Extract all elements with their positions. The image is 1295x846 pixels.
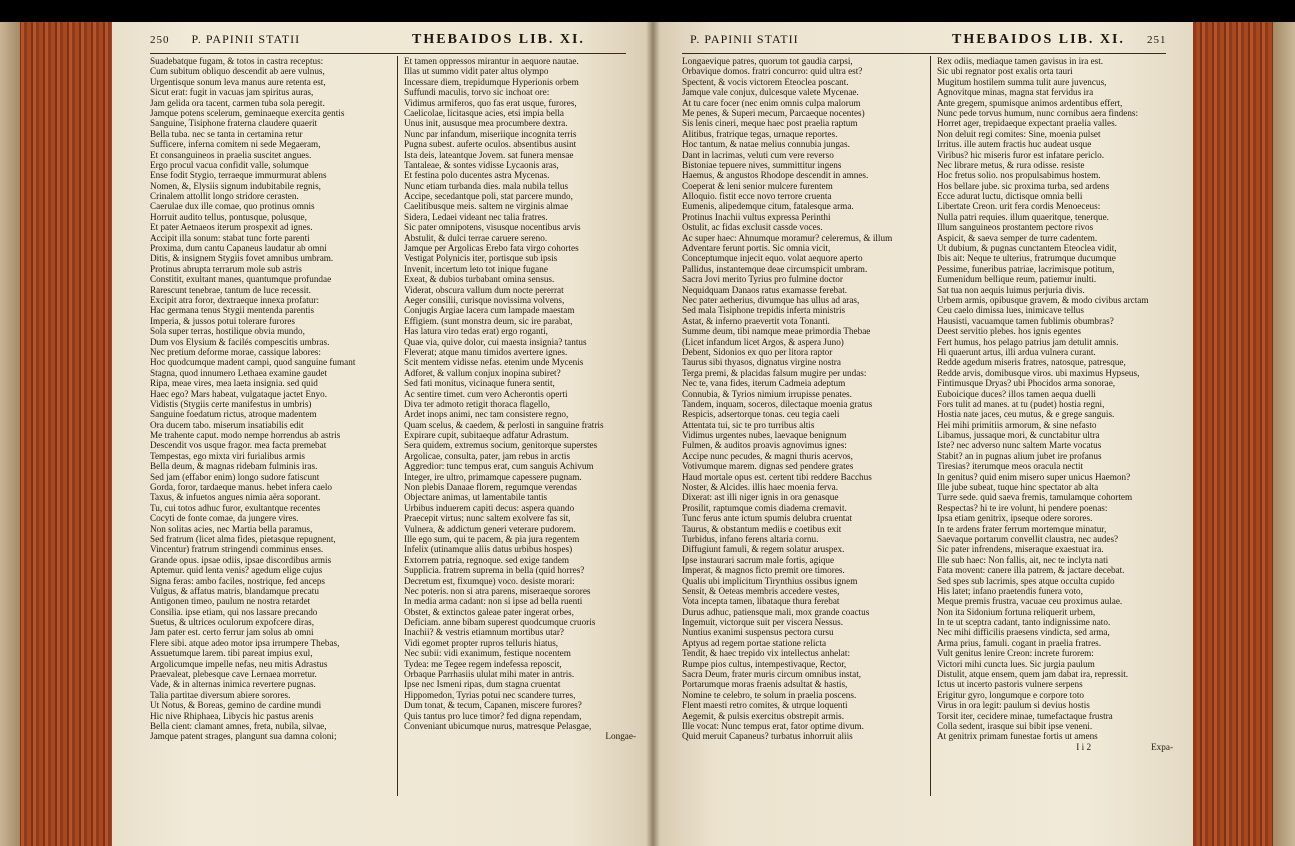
verse-line: Imperia, & jussos potui tolerare furores bbox=[150, 315, 295, 326]
verse-line: Dixerat: ast illi niger ignis in ora genasque bbox=[682, 492, 839, 503]
verse-line: Vidistis (Stygiis certe manifestus in umbris) bbox=[150, 398, 312, 409]
verse-line: Ac super haec: Ahnumque moramur? celeremus, & illum bbox=[682, 232, 893, 243]
verse-line: Saevaque portarum convellit claustra, nec audes? bbox=[937, 533, 1119, 544]
verse-line: Proxima, dum cantu Capaneus laudatur ab omni bbox=[150, 243, 327, 254]
verse-line: In genitus? quid enim misero super unicus Haemon? bbox=[937, 471, 1131, 482]
verse-line: Fert humus, hos pelago patrius jam detulit amnis. bbox=[937, 336, 1119, 347]
verse-line: Non solitas acies, nec Martia bella paramus, bbox=[150, 523, 313, 534]
verse-line: Suetus, & ultrices oculorum expofcere diras, bbox=[150, 617, 315, 628]
verse-line: Alitibus, fratrique tegas, urnaque reportes. bbox=[682, 128, 838, 139]
verse-line: Ibis ait: Neque te ulterius, fratrumque ducumque bbox=[937, 253, 1116, 264]
verse-line: Eumenis, alipedemque citum, fatalesque arma. bbox=[682, 201, 854, 212]
verse-line: Bella cient: clamant amnes, freta, nubila, silvae, bbox=[150, 721, 327, 731]
verse-line: Ictus ut incerto pastoris vulnere serpens bbox=[937, 679, 1083, 690]
left-page bbox=[112, 22, 652, 846]
right-page-column-1 bbox=[682, 56, 926, 742]
verse-line: Sanguine, Tisiphone fraterna claudere quaerit bbox=[150, 118, 318, 129]
verse-line: Pugna subest. auferte oculos. absentibus ausint bbox=[404, 139, 577, 150]
verse-line: Decretum est, fixumque) voco. desiste morari: bbox=[404, 575, 575, 586]
verse-line: Haud mortale opus est. certent tibi reddere Bacchus bbox=[682, 471, 872, 482]
verse-line: Horruit audito tellus, pontusque, polusque, bbox=[150, 211, 307, 222]
verse-line: Orbavique domos. fratri concurro: quid ultra est? bbox=[682, 66, 863, 77]
verse-line: Praevaleat, plebesque cave Lernaea morretur. bbox=[150, 669, 317, 680]
verse-line: Fata movent: canere illa patrem, & jactare decebat. bbox=[937, 565, 1125, 576]
verse-line: Effigiem. (sunt monstra deum, sic ire parabat, bbox=[404, 315, 573, 326]
verse-line: Haemus, & angustos Rhodope descendit in amnes. bbox=[682, 170, 869, 181]
verse-line: Imperat, & magnos ficto premit ore timores. bbox=[682, 565, 845, 576]
verse-line: Tempestas, ego mixta viri furialibus armis bbox=[150, 450, 305, 461]
verse-line: Nec pater aetherius, divumque has ullus ad aras, bbox=[682, 294, 860, 305]
verse-line: Taurus sibi thyasos, dignatus virgine nostra bbox=[682, 357, 841, 368]
verse-line: Tantaleae, & sontes vidisse Lycaonis aras, bbox=[404, 159, 559, 170]
verse-line: Quis tantus pro luce timor? fed digna rependam, bbox=[404, 710, 582, 721]
verse-line: Euboicique duces? illos tamen aequa duelli bbox=[937, 388, 1096, 399]
verse-line: Tydea: me Tegee regem indefessa reposcit, bbox=[404, 658, 562, 669]
verse-line: Jamque per Argolicas Erebo fata virgo cohortes bbox=[404, 243, 579, 254]
verse-line: Illas ut summo vidit pater altus olympo bbox=[404, 66, 549, 77]
verse-line: Caelitibusque meis. saltem ne virginis almae bbox=[404, 201, 569, 212]
verse-line: Accipe, secedantque poli, stat parcere mundo, bbox=[404, 191, 573, 202]
verse-line: Noster, & Alcides. illis haec moenia ferva. bbox=[682, 482, 839, 493]
verse-line: Consilia. ipse etiam, qui nos lassare precando bbox=[150, 606, 318, 617]
verse-line: Sed jam (effabor enim) longo sudore fatiscunt bbox=[150, 471, 320, 482]
column-divider bbox=[397, 56, 398, 796]
verse-line: Hic nive Rhiphaea, Libycis hic pastus arenis bbox=[150, 710, 314, 721]
verse-line: Orbaque Parrhasiis ululat mihi mater in antris. bbox=[404, 669, 575, 680]
verse-line: Vulnera, & addictum generi veterare pudorem. bbox=[404, 523, 576, 534]
verse-line: Prosilit, raptumque comis diadema cremavit. bbox=[682, 502, 847, 513]
verse-line: Vidi egomet propter rupros telluris hiatus, bbox=[404, 637, 559, 648]
verse-line: Victori mihi cuncta lues. Sic jurgia paulum bbox=[937, 658, 1095, 669]
left-page-number: 250 bbox=[150, 34, 170, 46]
verse-line: Suffundi maculis, torvo sic inchoat ore: bbox=[404, 87, 550, 98]
verse-line: Sola super terras, hostilique obvia mundo, bbox=[150, 326, 305, 337]
verse-line: Fors tulit ad manes. at tu (pudet) hostia regni, bbox=[937, 398, 1105, 409]
verse-line: Non deluit regi comites: Sine, moenia pulset bbox=[937, 128, 1101, 139]
verse-line: Nec te, vana fides, iterum Cadmeia adeptum bbox=[682, 378, 846, 389]
verse-line: Talia partitae diversum abiere sorores. bbox=[150, 689, 291, 700]
right-page bbox=[652, 22, 1193, 846]
verse-line: Jamque patent strages, plangunt sua damna coloni; bbox=[150, 731, 337, 742]
verse-line: Quid meruit Capaneus? turbatus inhorruit aliis bbox=[682, 731, 853, 742]
verse-line: Assuetumque larem. tibi pareat impius exul, bbox=[150, 648, 313, 659]
right-page-header-right bbox=[952, 32, 1166, 54]
verse-line: Fintimusque Dryas? ubi Phocidos arma sonorae, bbox=[937, 378, 1116, 389]
verse-line: In te ardens frater ferrum mortemque minatur, bbox=[937, 523, 1107, 534]
verse-line: Tunc ferus ante ictum spumis delubra cruentat bbox=[682, 513, 853, 524]
verse-line: Quam scelus, & caedem, & perlosti in sanguine fratris bbox=[404, 419, 604, 430]
right-page-column-2 bbox=[937, 56, 1173, 752]
verse-line: Vota incepta tamen, libataque thura ferebat bbox=[682, 596, 840, 607]
verse-line: Scit mentem vidisse nefas. etenim unde Mycenis bbox=[404, 357, 584, 368]
verse-line: Urbibus induerem capiti decus: aspera quando bbox=[404, 502, 575, 513]
verse-line: Flere sibi. atque adeo motor ipsa irrumpere Thebas, bbox=[150, 637, 340, 648]
verse-line: Sicut erat: fugit in vacuas jam spiritus auras, bbox=[150, 87, 314, 98]
verse-line: Sic pater infrendens, miseraque exaestuat ira. bbox=[937, 544, 1104, 555]
verse-line: Libamus, jussaque mori, & cunctabitur ultra bbox=[937, 430, 1100, 441]
verse-line: Terga premi, & placidas falsum mugire per undas: bbox=[682, 367, 867, 378]
verse-line: Libertate Creon. urit fera cordis Menoeceus: bbox=[937, 201, 1101, 212]
verse-line: Conjugis Argiae lacera cum lampade maestam bbox=[404, 305, 575, 316]
verse-line: Fleverat; atque manu timidos avertere ignes. bbox=[404, 346, 568, 357]
verse-line: Protinus abrupta terrarum mole sub astris bbox=[150, 263, 302, 274]
verse-line: Nulla patri requies. illum quaeritque, tenerque. bbox=[937, 211, 1109, 222]
verse-line: Obstet, & extinctos galeae pater ingerat orbes, bbox=[404, 606, 574, 617]
verse-line: Illum sanguineos prostantem pectore rivos bbox=[937, 222, 1094, 233]
verse-line: Aptemur. quid lenta venis? agedum elige cujus bbox=[150, 565, 323, 576]
verse-line: Sanguine foedatum rictus, atroque madentem bbox=[150, 409, 317, 420]
verse-line: Votivumque marem. dignas sed pendere grates bbox=[682, 461, 854, 472]
verse-line: Ac sentire timet. cum vero Acherontis operti bbox=[404, 388, 568, 399]
verse-line: Sed mala Tisiphone trepidis inferta ministris bbox=[682, 305, 846, 316]
left-page-column-1 bbox=[150, 56, 390, 742]
verse-line: Adventare ferunt portis. Sic omnia vicit, bbox=[682, 243, 831, 254]
verse-line: Et consanguineos in praelia suscitet angues. bbox=[150, 149, 312, 160]
verse-line: Aspicit, & saeva semper de turre cadentem. bbox=[937, 232, 1098, 243]
page-edges-right bbox=[1273, 22, 1295, 846]
verse-line: Antigonen timeo, paulum ne nostra retardet bbox=[150, 596, 311, 607]
verse-line: Vincentur) fratrum stringendi comminus enses. bbox=[150, 544, 324, 555]
verse-line: Fulmen, & auditos proavis agnovimus ignes: bbox=[682, 440, 847, 451]
verse-line: Ditis, & insignem Stygiis fovet amnibus umbram. bbox=[150, 253, 334, 264]
right-running-head-right: THEBAIDOS LIB. XI. bbox=[952, 32, 1125, 47]
book-gutter bbox=[646, 22, 660, 846]
verse-line: Taxus, & infuetos angues nimia aëra soporant. bbox=[150, 492, 321, 503]
verse-line: Vulgus, & affatus matris, blandamque precatu bbox=[150, 585, 319, 596]
verse-line: In te ut sceptra cadant, tanto indignissime nato. bbox=[937, 617, 1111, 628]
verse-line: Has latura viro tedas erat) ergo roganti, bbox=[404, 326, 548, 337]
verse-line: Aegemit, & pulsis exercitus obstrepit armis. bbox=[682, 710, 845, 721]
verse-line: Qualis ubi implicitum Tirynthius ossibus ignem bbox=[682, 575, 858, 586]
verse-line: Ille vocat: Nunc tempus erat, fator optime divum. bbox=[682, 721, 864, 731]
verse-line: Ardet inops animi, nec tam consistere regno, bbox=[404, 409, 569, 420]
verse-line: Viribus? hic miseris furor est infatare periclo. bbox=[937, 149, 1105, 160]
header-rule bbox=[682, 53, 1166, 54]
verse-line: Torsit iter, cecidere minae, tumefactaque frustra bbox=[937, 710, 1113, 721]
verse-line: Nuntius exanimi suspensus pectora cursu bbox=[682, 627, 834, 638]
verse-line: Stabit? an in pugnas alium jubet ire profanus bbox=[937, 450, 1102, 461]
verse-line: Urbem armis, opibusque gravem, & modo civibus arctam bbox=[937, 294, 1149, 305]
verse-line: Ipse instaurari sacrum male fortis, agique bbox=[682, 554, 835, 565]
verse-line: Bella deum, & magnas ridebam fulminis iras. bbox=[150, 461, 318, 472]
verse-line: Connubia, & Tyrios nimium irrupisse penates. bbox=[682, 388, 852, 399]
verse-line: Turre sede. quid saeva fremis, tamulamque cohortem bbox=[937, 492, 1133, 503]
verse-line: Me trahente caput. modo nempe horrendus ab astris bbox=[150, 430, 341, 441]
verse-line: Hippomedon, Tyrias potui nec scandere turres, bbox=[404, 689, 576, 700]
verse-line: Sufficere, inferna comitem ni sede Megaeram, bbox=[150, 139, 321, 150]
verse-line: Hoc quodcumque madent campi, quod sanguine fumant bbox=[150, 357, 356, 368]
verse-line: Argolicae, consulta, pater, jam rebus in arctis bbox=[404, 450, 571, 461]
verse-line: Excipit atra foror, dextraeque innexa profatur: bbox=[150, 294, 320, 305]
verse-line: Objectare animas, ut lamentabile tantis bbox=[404, 492, 548, 503]
verse-line: Hausisti, vacuamque tamen fublimis obumbras? bbox=[937, 315, 1114, 326]
verse-line: Et festina polo ducentes astra Mycenas. bbox=[404, 170, 550, 181]
page-edges-left bbox=[0, 22, 20, 846]
verse-line: Sic ubi regnator post exalis orta tauri bbox=[937, 66, 1073, 77]
verse-line: Rex odiis, mediaque tamen gavisus in ira est. bbox=[937, 56, 1104, 66]
verse-line: Nec subii: vidi exanimum, festique nocentem bbox=[404, 648, 571, 659]
verse-line: Virus in ora legit: paulum si devius hostis bbox=[937, 700, 1090, 711]
verse-line: Ceu caelo dimissa lues, inimicave tellus bbox=[937, 305, 1084, 316]
verse-line: Rarescunt tenebrae, tantum de luce recessit. bbox=[150, 284, 311, 295]
verse-line: Gorda, foror, tardaeque manus. hebet infera caelo bbox=[150, 482, 333, 493]
verse-line: Alloquio. fistit ecce novo terrore cruenta bbox=[682, 191, 832, 202]
verse-line: Accipe nunc pecudes, & magni thuris acervos, bbox=[682, 450, 853, 461]
verse-line: Vestigat Polynicis iter, portisque sub ipsis bbox=[404, 253, 558, 264]
verse-line: Respectas? hi te ire volunt, hi pendere poenas: bbox=[937, 502, 1108, 513]
right-page-number: 251 bbox=[1146, 34, 1167, 46]
left-running-head-right: THEBAIDOS LIB. XI. bbox=[412, 32, 585, 47]
verse-line: Iste? nec adverso nunc saltem Marte vocatus bbox=[937, 440, 1102, 451]
verse-line: Sera quidem, extremus socium, genitorque superstes bbox=[404, 440, 598, 451]
verse-line: Nunc etiam turbanda dies. mala nubila tellus bbox=[404, 180, 569, 191]
verse-line: Arma prius, famuli. cogant in praelia fratres. bbox=[937, 637, 1102, 648]
verse-line: Ora ducem tabo. miserum insatiabilis edit bbox=[150, 419, 304, 430]
verse-line: Quae via, quive dolor, cui maesta insignia? tantus bbox=[404, 336, 587, 347]
verse-line: Conceptumque injecit equo. volat aequore aperto bbox=[682, 253, 863, 264]
left-running-head: P. PAPINII STATII bbox=[191, 32, 301, 46]
verse-line: Et tamen oppressos mirantur in aequore nautae. bbox=[404, 56, 579, 66]
verse-line: Abstulit, & dulci terrae caruere sereno. bbox=[404, 232, 548, 243]
verse-line: Distulit, atque ensem, quem jam dabat ira, repressit. bbox=[937, 669, 1129, 680]
verse-line: Ille jube subeat, tuque hinc spectator ab alta bbox=[937, 482, 1099, 493]
verse-line: Adforet, & vallum conjux inopina subiret? bbox=[404, 367, 561, 378]
verse-line: Unus init, aususque mea procumbere dextra. bbox=[404, 118, 568, 129]
verse-line: Accipit illa sonum: stabat tunc forte parenti bbox=[150, 232, 310, 243]
verse-line: Pallidus, instantemque deae circumspicit umbram. bbox=[682, 263, 868, 274]
verse-line: Ostulit, ac fidas exclusit cassde voces. bbox=[682, 222, 823, 233]
verse-line: Redde agedum miseris fratres, natosque, patresque, bbox=[937, 357, 1126, 368]
verse-line: Jam gelida ora tacent, carmen tuba sola peregit. bbox=[150, 97, 325, 108]
verse-line: Extorrem patria, regnoque. sed exige tandem bbox=[404, 554, 570, 565]
verse-line: Constitit, exultant manes, quantumque profundae bbox=[150, 274, 332, 285]
verse-line: Durus adhuc, patiensque mali, mox grande coactus bbox=[682, 606, 870, 617]
verse-line: Hoc tantum, & natae melius connubia jungas. bbox=[682, 139, 850, 150]
verse-line: Tendit, & haec trepido vix intellectus anhelat: bbox=[682, 648, 850, 659]
verse-line: Aeger consilii, curisque novissima volvens, bbox=[404, 294, 565, 305]
verse-line: Vult genitus lenire Creon: increte furorem: bbox=[937, 648, 1094, 659]
verse-line: Tandem, inquam, soceros, dilectaque moenia gratus bbox=[682, 398, 873, 409]
verse-line: Ipsa etiam genitrix, ipseque odere sorores. bbox=[937, 513, 1093, 524]
column-divider bbox=[930, 56, 931, 796]
verse-line: Integer, ire ultro, primamque capessere pugnam. bbox=[404, 471, 582, 482]
verse-line: Jamque potens scelerum, geminaeque exercita gentis bbox=[150, 107, 345, 118]
verse-line: Ut Notus, & Boreas, gemino de cardine mundi bbox=[150, 700, 322, 711]
verse-line: Caerulae dux ille comae, quo protinus omnis bbox=[150, 201, 315, 212]
catchword: Expa- bbox=[1151, 741, 1173, 752]
verse-line: Astat, & inferno praevertit vota Tonanti. bbox=[682, 315, 830, 326]
verse-line: Attentata tui, sic te pro turribus altis bbox=[682, 419, 815, 430]
verse-line: Pessime, funeribus patriae, lacrimisque potitum, bbox=[937, 263, 1115, 274]
verse-line: Descendit vos usque fragor. mea facta premebat bbox=[150, 440, 327, 451]
signature-mark: I i 2 bbox=[1076, 741, 1092, 752]
verse-line: Sed fratrum (licet alma fides, pietasque repugnent, bbox=[150, 533, 336, 544]
verse-line: Nunc par infandum, miseriique incognita terris bbox=[404, 128, 577, 139]
verse-line: Colla sedent, irasque sui bibit ipse veneni. bbox=[937, 721, 1093, 731]
verse-line: Stagna, quod innumero Lethaea examine gaudet bbox=[150, 367, 328, 378]
verse-line: Deest servitio plebes. hos ignis egentes bbox=[937, 326, 1081, 337]
verse-line: At genitrix primam funestae fortis ut amens bbox=[937, 731, 1098, 742]
verse-line: Debent, Sidonios ex quo per litora raptor bbox=[682, 346, 833, 357]
verse-line: Cum subitum obliquo descendit ab aere vulnus, bbox=[150, 66, 325, 77]
verse-line: Summe deum, tibi namque meae primordia Thebae bbox=[682, 326, 871, 337]
verse-line: Aggredior: tunc tempus erat, cum sanguis Achivum bbox=[404, 461, 594, 472]
right-page-header bbox=[690, 32, 799, 54]
verse-line: Urgentisque sonum leva manus aure retenta est, bbox=[150, 76, 326, 87]
verse-line: Sensit, & Oeteas membris accedere vestes, bbox=[682, 585, 840, 596]
verse-line: Sic pater omnipotens, visusque nocentibus arvis bbox=[404, 222, 581, 233]
verse-line: Nunc pede torvus humum, nunc cornibus aera findens: bbox=[937, 107, 1139, 118]
verse-line: Ipse nec Ismeni ripas, dum stagna cruentat bbox=[404, 679, 561, 690]
verse-line: Vidimus urgentes nubes, laevaque benignum bbox=[682, 430, 847, 441]
verse-line: Ingemuit, victorque suit per viscera Nessus. bbox=[682, 617, 843, 628]
verse-line: Praecepit virtus; nunc saltem exolvere fas sit, bbox=[404, 513, 571, 524]
verse-line: Viderat, obscura vallum dum nocte pererrat bbox=[404, 284, 564, 295]
verse-line: Signa feras: ambo faciles, nostrique, fed anceps bbox=[150, 575, 326, 586]
verse-line: Inachii? & vestris etiamnum mortibus utar? bbox=[404, 627, 564, 638]
verse-line: Hoc fretus solio. nos propulsabimus hostem. bbox=[937, 170, 1101, 181]
verse-line: Irritus. ille autem fractis huc audeat usque bbox=[937, 139, 1092, 150]
left-page-header-right bbox=[412, 32, 585, 54]
verse-line: Coeperat & leni senior mulcere furentem bbox=[682, 180, 833, 191]
verse-line: Vade, & in alternas inimica revertere pugnas. bbox=[150, 679, 316, 690]
verse-line: Longaevique patres, quorum tot gaudia carpsi, bbox=[682, 56, 853, 66]
verse-line: Sacra Jovi merito Tyrius pro fulmine doctor bbox=[682, 274, 843, 285]
verse-line: Erigitur gyro, longumque e corpore toto bbox=[937, 689, 1084, 700]
verse-line: Diffugiunt famuli, & regem solatur aruspex. bbox=[682, 544, 845, 555]
verse-line: Tiresias? iterumque meos oracula nectit bbox=[937, 461, 1084, 472]
verse-line: Suadebatque fugam, & totos in castra receptus: bbox=[150, 56, 324, 66]
verse-line: Sed spes sub lacrimis, spes atque occulta cupido bbox=[937, 575, 1115, 586]
verse-line: At tu care focer (nec enim omnis culpa malorum bbox=[682, 97, 861, 108]
verse-line: Dant in lacrimas, veluti cum vere reverso bbox=[682, 149, 834, 160]
verse-line: Infelix (utinamque aliis datus urbibus hospes) bbox=[404, 544, 573, 555]
verse-line: Ut dubium, & pugnas cunctantem Eteoclea vidit, bbox=[937, 243, 1117, 254]
verse-line: Ripa, meae vires, mea laeta insignia. sed quid bbox=[150, 378, 318, 389]
verse-line: Nomine te celebro, te solum in praelia poscens. bbox=[682, 689, 857, 700]
verse-line: Crinalem attollit longo stridore cerasten. bbox=[150, 191, 299, 202]
verse-line: Dum vos Elysium & facilés compescitis umbras. bbox=[150, 336, 330, 347]
verse-line: Sat tua non aequis luimus perjuria divis. bbox=[937, 284, 1085, 295]
signature-and-catchword bbox=[937, 742, 1173, 752]
catchword: Longae- bbox=[605, 731, 636, 742]
verse-line: Bella tuba. nec se tanta in certamina retur bbox=[150, 128, 303, 139]
verse-line: Ante gregem, spumisque animos ardentibus effert, bbox=[937, 97, 1123, 108]
verse-line: Respicis, adsertorque tonas. ceu tegia caeli bbox=[682, 409, 840, 420]
verse-line: Ista deis, lateantque Jovem. sat funera mensae bbox=[404, 149, 574, 160]
verse-line: Mugitum hostilem summa tulit aure juvencus, bbox=[937, 76, 1107, 87]
header-rule bbox=[150, 53, 626, 54]
left-page-header bbox=[150, 32, 300, 54]
verse-line: Jamque vale conjux, dulcesque valete Mycenae. bbox=[682, 87, 859, 98]
verse-line: Hei mihi primitiis armorum, & sine nefasto bbox=[937, 419, 1097, 430]
verse-line: Expirare cupit, subitaeque adfatur Adrastum. bbox=[404, 430, 569, 441]
verse-line: Sis lenis cineri, meque haec post praelia raptum bbox=[682, 118, 858, 129]
verse-line: Incessare diem, trepidumque Hyperionis orbem bbox=[404, 76, 579, 87]
verse-line: Taurus, & obstantum mediis e coetibus exit bbox=[682, 523, 842, 534]
left-page-column-2 bbox=[404, 56, 636, 742]
verse-line: Flent maesti retro comites, & utrque loquenti bbox=[682, 700, 848, 711]
verse-line: Ille ego sum, qui te pacem, & pia jura regentem bbox=[404, 533, 580, 544]
verse-line: Sacra Deum, frater muris circum omnibus instat, bbox=[682, 669, 862, 680]
verse-line: Non plebis Danaae florem, regumque verendas bbox=[404, 482, 577, 493]
verse-line: Cocyti de fonte comae, da jungere vires. bbox=[150, 513, 299, 524]
verse-line: Nec poteris. non si atra parens, miseraeque sorores bbox=[404, 585, 591, 596]
verse-line: Hi quaerunt artus, illi ardua vulnera curant. bbox=[937, 346, 1096, 357]
right-running-head: P. PAPINII STATII bbox=[690, 32, 799, 46]
verse-line: Redde arvis, domibusque viros. ubi maximus Hypseus, bbox=[937, 367, 1140, 378]
verse-line: Invenit, incertum leto tot inique fugane bbox=[404, 263, 548, 274]
verse-line: Ense fodit Stygio, terraeque immurmurat ablens bbox=[150, 170, 327, 181]
verse-line: Nec librare metus, & rura odisse. resiste bbox=[937, 159, 1085, 170]
verse-line: Haec ego? Mars habeat, vulgataque jactet Enyo. bbox=[150, 388, 328, 399]
verse-line: Hos bellare jube. sic proxima turba, sed ardens bbox=[937, 180, 1110, 191]
verse-line: Rumpe pios cultus, intempestivaque, Rector, bbox=[682, 658, 847, 669]
verse-line: Tu, cui totos adhuc furor, exultantque recentes bbox=[150, 502, 321, 513]
verse-line: In media arma cadant: non si ipse ad bella ruenti bbox=[404, 596, 583, 607]
verse-line: Vidimus armiferos, quo fas erat usque, furores, bbox=[404, 97, 577, 108]
verse-line: Me penes, & Superi mecum, Parcaeque nocentes) bbox=[682, 107, 865, 118]
verse-line: Non ita Sidonium fortuna reliquerit urbem, bbox=[937, 606, 1096, 617]
verse-line: Grande opus. ipsae odiis, ipsae discordibus armis bbox=[150, 554, 332, 565]
verse-line: Portarumque moras fraenis adsultat & hastis, bbox=[682, 679, 848, 690]
verse-line: Spectent, & vocis victorem Eteoclea poscant. bbox=[682, 76, 849, 87]
verse-line: Hac germana tenus Stygii mentenda parentis bbox=[150, 305, 315, 316]
verse-line: Agnovitque minas, magna stat fervidus ira bbox=[937, 87, 1094, 98]
verse-line: Meque premis frustra, vacuae ceu proximus aulae. bbox=[937, 596, 1123, 607]
verse-line: Nec mihi difficilis praesens vindicta, sed arma, bbox=[937, 627, 1110, 638]
verse-line: His latet; infano praetendis funera voto, bbox=[937, 585, 1083, 596]
verse-line: (Licet infandum licet Argos, & aspera Juno) bbox=[682, 336, 844, 347]
verse-line: Ergo procul vacua confidit valle, solumque bbox=[150, 159, 309, 170]
verse-line: Eumenidum bellique reum, patiemur inulti. bbox=[937, 274, 1097, 285]
verse-line: Turbidus, infano ferens altaria cornu. bbox=[682, 533, 819, 544]
verse-line: Nec pretium deforme morae, cassique labores: bbox=[150, 346, 321, 357]
verse-line: Et pater Aetnaeos iterum prospexit ad ignes. bbox=[150, 222, 313, 233]
verse-line: Argolicumque impelle nefas, neu mitis Adrastus bbox=[150, 658, 328, 669]
verse-line: Nequidquam Danaos ratus examasse ferebat. bbox=[682, 284, 848, 295]
verse-line: Protinus Inachii vultus expressa Perinthi bbox=[682, 211, 831, 222]
verse-line: Sed fati monitus, vicinaque funera sentit, bbox=[404, 378, 555, 389]
verse-line: Dum tonat, & tecum, Capanen, miscere furores? bbox=[404, 700, 582, 711]
verse-line: Aptyus ad regem portae statione relicta bbox=[682, 637, 827, 648]
verse-line: Exeat, & dubios turbabant omina sensus. bbox=[404, 274, 555, 285]
verse-line: Sidera, Ledaei videant nec talia fratres. bbox=[404, 211, 548, 222]
verse-line: Jam pater est. certo ferrur jam solus ab omni bbox=[150, 627, 314, 638]
verse-line: Horret ager, trepidaeque expectant praelia valles. bbox=[937, 118, 1117, 129]
verse-line: Nomen, &, Elysiis signum indubitabile regnis, bbox=[150, 180, 321, 191]
verse-line: Deficiam. anne bibam superest quodcumque cruoris bbox=[404, 617, 596, 628]
verse-line: Conveniant ubicumque nurus, matresque Pelasgae, bbox=[404, 721, 592, 731]
verse-line: Caelicolae, licitasque acies, etsi impia bella bbox=[404, 107, 564, 118]
verse-line: Hostia nate jaces, ceu mutus, & e grege sanguis. bbox=[937, 409, 1115, 420]
verse-line: Ecce adurat luctu, dictisque omnia belli bbox=[937, 191, 1083, 202]
verse-line: Ille sub haec: Non fallis, ait, nec te inclyta nati bbox=[937, 554, 1109, 565]
verse-line: Bistoniae tepuere nives, summittitur ingens bbox=[682, 159, 842, 170]
verse-line: Diva ter admoto retigit thoraca flagello, bbox=[404, 398, 550, 409]
verse-line: Supplicia. fratrem suprema in bella (quid horres? bbox=[404, 565, 585, 576]
